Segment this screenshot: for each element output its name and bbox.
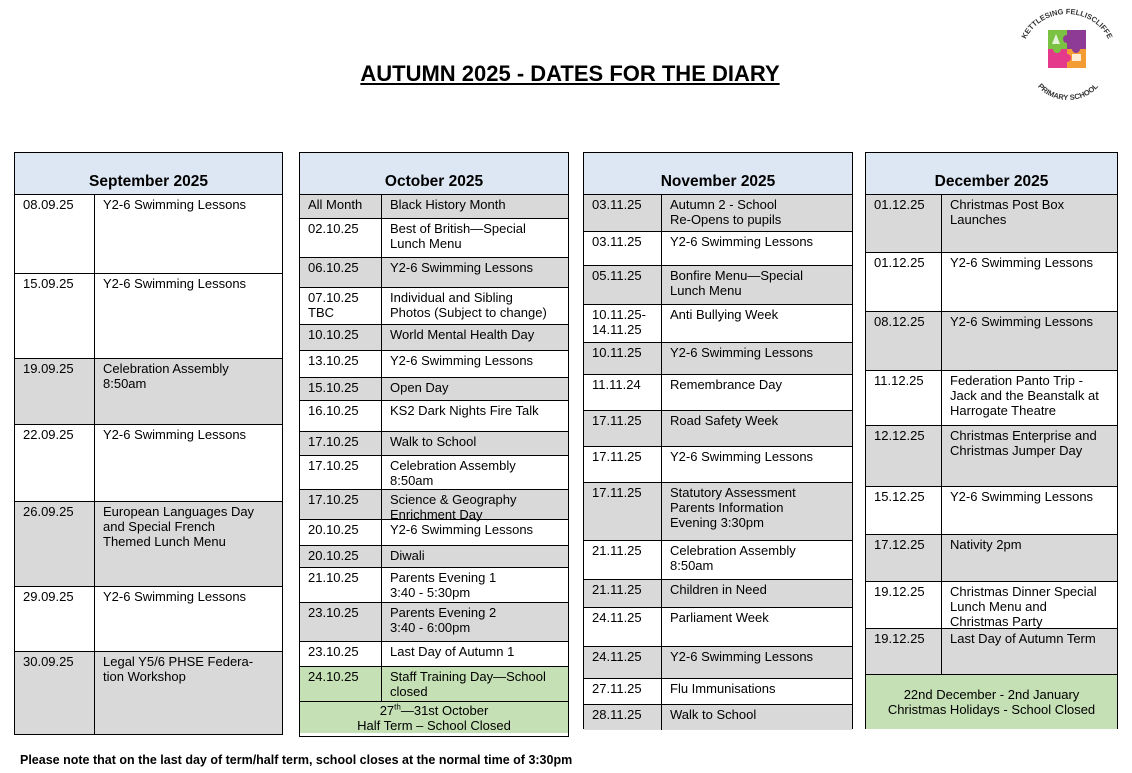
event-name: Y2-6 Swimming Lessons xyxy=(670,649,814,664)
table-row xyxy=(584,411,852,447)
table-row xyxy=(584,580,852,608)
event-name: Christmas Post Box Launches xyxy=(950,197,1065,227)
table-row xyxy=(584,232,852,266)
event-date: 22.09.25 xyxy=(15,425,95,501)
event-name: Walk to School xyxy=(670,707,757,722)
event-date: 23.10.25 xyxy=(300,642,382,666)
table-row xyxy=(584,343,852,375)
event-name: Nativity 2pm xyxy=(950,537,1022,552)
event-name: European Languages Day and Special French Themed Lunch Menu xyxy=(103,504,255,549)
event-name: Black History Month xyxy=(390,197,506,212)
event-date: 05.11.25 xyxy=(584,266,662,304)
table-row xyxy=(866,582,1117,629)
holiday-label: Christmas Holidays - School Closed xyxy=(887,702,1096,717)
event-name: Statutory Assessment Parents Information Evening 3:30pm xyxy=(670,485,796,530)
table-row xyxy=(300,401,568,432)
event-name: Parents Evening 2 3:40 - 6:00pm xyxy=(390,605,497,635)
event-name: Y2-6 Swimming Lessons xyxy=(103,197,247,212)
event-date: 24.11.25 xyxy=(584,647,662,678)
table-row xyxy=(300,546,568,568)
event-date: 06.10.25 xyxy=(300,258,382,287)
event-name: Science & Geography Enrichment Day xyxy=(390,492,517,522)
half-term-note xyxy=(300,702,568,733)
event-date: 01.12.25 xyxy=(866,195,942,252)
event-date: 02.10.25 xyxy=(300,219,382,257)
table-row xyxy=(584,679,852,705)
event-date: 28.11.25 xyxy=(584,705,662,730)
september-table xyxy=(14,152,283,735)
logo-text-bottom: PRIMARY SCHOOL xyxy=(1036,81,1100,100)
november-table xyxy=(583,152,853,729)
event-name: Celebration Assembly 8:50am xyxy=(390,458,516,488)
event-name: Y2-6 Swimming Lessons xyxy=(103,427,247,442)
table-row xyxy=(300,603,568,642)
event-name: Y2-6 Swimming Lessons xyxy=(950,489,1094,504)
event-date: 21.11.25 xyxy=(584,541,662,579)
event-name: Y2-6 Swimming Lessons xyxy=(390,260,534,275)
event-date: 17.11.25 xyxy=(584,483,662,540)
event-name: Road Safety Week xyxy=(670,413,779,428)
table-row xyxy=(15,425,282,502)
december-table xyxy=(865,152,1118,729)
table-row xyxy=(300,667,568,702)
table-row xyxy=(15,587,282,652)
event-name: Walk to School xyxy=(390,434,477,449)
table-row xyxy=(866,195,1117,253)
event-name: Parents Evening 1 3:40 - 5:30pm xyxy=(390,570,497,600)
table-row xyxy=(584,447,852,483)
table-row xyxy=(866,426,1117,487)
event-name: Anti Bullying Week xyxy=(670,307,779,322)
logo-text-top: KETTLESING FELLISCLIFFE xyxy=(1019,6,1115,41)
event-date: 15.10.25 xyxy=(300,378,382,400)
table-row xyxy=(15,195,282,274)
event-name: Bonfire Menu—Special Lunch Menu xyxy=(670,268,803,298)
table-row xyxy=(584,375,852,411)
table-row xyxy=(15,652,282,734)
table-row xyxy=(584,195,852,232)
event-name: Individual and Sibling Photos (Subject to change) xyxy=(390,290,547,320)
table-row xyxy=(584,541,852,580)
event-name: Staff Training Day—School closed xyxy=(390,669,546,699)
december-heading: December 2025 xyxy=(866,153,1117,195)
table-row xyxy=(866,629,1117,675)
table-row xyxy=(866,535,1117,582)
event-date: 10.11.25 xyxy=(584,343,662,374)
event-date: 15.12.25 xyxy=(866,487,942,534)
event-date: 11.12.25 xyxy=(866,371,942,425)
event-date: 21.11.25 xyxy=(584,580,662,607)
event-name: Celebration Assembly 8:50am xyxy=(670,543,796,573)
event-date: 20.10.25 xyxy=(300,520,382,545)
event-date: 19.12.25 xyxy=(866,629,942,674)
event-name: Flu Immunisations xyxy=(670,681,776,696)
table-row xyxy=(584,266,852,305)
event-date: 17.10.25 xyxy=(300,456,382,489)
event-name: World Mental Health Day xyxy=(390,327,535,342)
event-name: Autumn 2 - School Re-Opens to pupils xyxy=(670,197,782,227)
table-row xyxy=(300,351,568,378)
event-name: Christmas Enterprise and Christmas Jumper Day xyxy=(950,428,1097,458)
table-row xyxy=(15,274,282,359)
table-row xyxy=(300,568,568,603)
table-row xyxy=(300,456,568,490)
event-date: 30.09.25 xyxy=(15,652,95,734)
table-row xyxy=(15,502,282,587)
table-row xyxy=(866,312,1117,371)
table-row xyxy=(300,288,568,325)
table-row xyxy=(584,483,852,541)
table-row xyxy=(866,371,1117,426)
table-row xyxy=(584,305,852,343)
event-date: 10.10.25 xyxy=(300,325,382,350)
half-term-end: —31st October xyxy=(400,702,489,718)
school-logo xyxy=(1008,4,1126,100)
event-name: Diwali xyxy=(390,548,425,563)
half-term-ordinal: th xyxy=(394,702,401,712)
october-heading: October 2025 xyxy=(300,153,568,195)
svg-text:PRIMARY SCHOOL xyxy=(1036,81,1100,100)
footer-note: Please note that on the last day of term/half term, school closes at the normal time of 3:30pm xyxy=(20,753,573,767)
event-name: Parliament Week xyxy=(670,610,769,625)
event-date: 24.10.25 xyxy=(300,667,382,701)
event-name: Y2-6 Swimming Lessons xyxy=(390,353,534,368)
event-date: 01.12.25 xyxy=(866,253,942,311)
event-name: Y2-6 Swimming Lessons xyxy=(950,255,1094,270)
event-date: 19.12.25 xyxy=(866,582,942,628)
table-row xyxy=(15,359,282,425)
half-term-start-day: 27 xyxy=(379,702,395,718)
event-name: Remembrance Day xyxy=(670,377,782,392)
event-name: Legal Y5/6 PHSE Federa- tion Workshop xyxy=(103,654,254,684)
september-heading: September 2025 xyxy=(15,153,282,195)
event-date: 15.09.25 xyxy=(15,274,95,358)
event-date: 17.10.25 xyxy=(300,490,382,519)
table-row xyxy=(866,253,1117,312)
event-name: Y2-6 Swimming Lessons xyxy=(670,234,814,249)
event-date: 26.09.25 xyxy=(15,502,95,586)
jigsaw-icon xyxy=(1048,30,1086,68)
half-term-dates xyxy=(380,703,489,718)
table-row xyxy=(300,195,568,219)
event-date: 03.11.25 xyxy=(584,195,662,231)
event-date: 12.12.25 xyxy=(866,426,942,486)
event-name: Best of British—Special Lunch Menu xyxy=(390,221,526,251)
holiday-dates: 22nd December - 2nd January xyxy=(903,687,1080,702)
event-date: 08.09.25 xyxy=(15,195,95,273)
event-date: 11.11.24 xyxy=(584,375,662,410)
november-heading: November 2025 xyxy=(584,153,852,195)
table-row xyxy=(300,432,568,456)
event-date: 24.11.25 xyxy=(584,608,662,646)
event-name: Christmas Dinner Special Lunch Menu and Christmas Party xyxy=(950,584,1097,629)
table-row xyxy=(300,642,568,667)
table-row xyxy=(584,608,852,647)
event-date: 10.11.25- 14.11.25 xyxy=(584,305,662,342)
event-date: 19.09.25 xyxy=(15,359,95,424)
page-title: AUTUMN 2025 - DATES FOR THE DIARY xyxy=(360,61,780,86)
event-date: 13.10.25 xyxy=(300,351,382,377)
table-row xyxy=(584,705,852,730)
half-term-label: Half Term – School Closed xyxy=(357,717,511,733)
event-date: 08.12.25 xyxy=(866,312,942,370)
event-date: 17.11.25 xyxy=(584,447,662,482)
event-date: 21.10.25 xyxy=(300,568,382,602)
table-row xyxy=(300,520,568,546)
event-date: 03.11.25 xyxy=(584,232,662,265)
event-name: Y2-6 Swimming Lessons xyxy=(103,589,247,604)
event-name: Y2-6 Swimming Lessons xyxy=(950,314,1094,329)
event-name: Federation Panto Trip - Jack and the Beanstalk at Harrogate Theatre xyxy=(950,373,1099,418)
table-row xyxy=(300,490,568,520)
event-name: KS2 Dark Nights Fire Talk xyxy=(390,403,539,418)
event-name: Open Day xyxy=(390,380,449,395)
event-name: Last Day of Autumn 1 xyxy=(390,644,515,659)
event-date: 17.10.25 xyxy=(300,432,382,455)
event-name: Y2-6 Swimming Lessons xyxy=(670,345,814,360)
event-name: Last Day of Autumn Term xyxy=(950,631,1096,646)
event-name: Y2-6 Swimming Lessons xyxy=(670,449,814,464)
event-date: All Month xyxy=(300,195,382,218)
event-date: 17.12.25 xyxy=(866,535,942,581)
event-date: 23.10.25 xyxy=(300,603,382,641)
event-name: Celebration Assembly 8:50am xyxy=(103,361,229,391)
event-date: 07.10.25 TBC xyxy=(300,288,382,324)
event-name: Y2-6 Swimming Lessons xyxy=(390,522,534,537)
table-row xyxy=(866,487,1117,535)
event-date: 16.10.25 xyxy=(300,401,382,431)
table-row xyxy=(300,378,568,401)
table-row xyxy=(300,325,568,351)
event-date: 17.11.25 xyxy=(584,411,662,446)
event-date: 20.10.25 xyxy=(300,546,382,567)
event-date: 29.09.25 xyxy=(15,587,95,651)
table-row xyxy=(584,647,852,679)
event-name: Children in Need xyxy=(670,582,767,597)
event-name: Y2-6 Swimming Lessons xyxy=(103,276,247,291)
table-row xyxy=(300,219,568,258)
october-table xyxy=(299,152,569,737)
christmas-holiday-note xyxy=(866,675,1117,729)
event-date: 27.11.25 xyxy=(584,679,662,704)
table-row xyxy=(300,258,568,288)
